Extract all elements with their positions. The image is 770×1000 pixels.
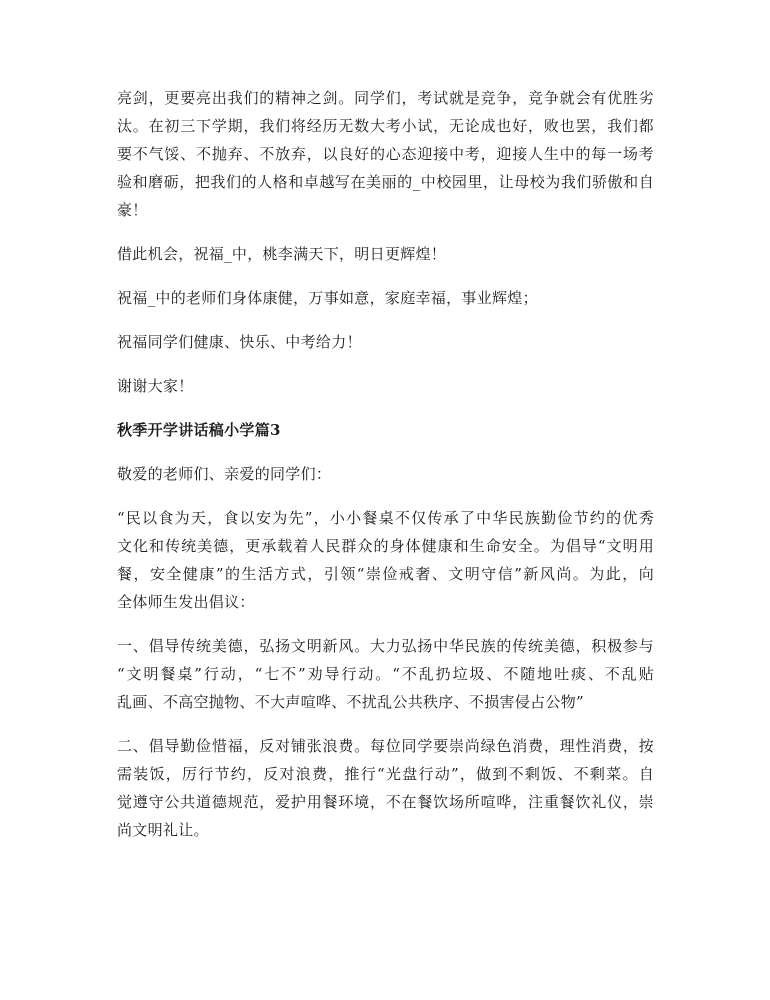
text-line: 需装饭，厉行节约，反对浪费，推行“光盘行动”，做到不剩饭、不剩菜。自	[117, 765, 654, 783]
text-line: 觉遵守公共道德规范，爱护用餐环境，不在餐饮场所喧哗，注重餐饮礼仪，崇	[117, 793, 654, 811]
text-line: 亮剑，更要亮出我们的精神之剑。同学们，考试就是竞争，竞争就会有优胜劣	[117, 89, 654, 107]
thanks-paragraph	[117, 372, 654, 400]
salutation-paragraph	[117, 460, 654, 488]
text-line: 要不气馁、不抛弃、不放弃，以良好的心态迎接中考，迎接人生中的每一场考	[117, 145, 654, 163]
text-line: 一、倡导传统美德，弘扬文明新风。大力弘扬中华民族的传统美德，积极参与	[117, 637, 654, 655]
text-line: 全体师生发出倡议：	[117, 593, 255, 611]
wish-students-paragraph	[117, 328, 654, 356]
text-line: 祝福同学们健康、快乐、中考给力！	[117, 333, 362, 351]
wish-teachers-paragraph	[117, 284, 654, 312]
proposal-item-2-paragraph	[117, 732, 654, 844]
proposal-item-1-paragraph	[117, 632, 654, 716]
text-line: 餐，安全健康”的生活方式，引领“崇俭戒奢、文明守信”新风尚。为此，向	[117, 565, 654, 583]
speech-continuation-paragraph	[117, 84, 654, 224]
section-heading	[117, 416, 654, 444]
text-line: “文明餐桌”行动，“七不”劝导行动。“不乱扔垃圾、不随地吐痰、不乱贴	[117, 665, 654, 683]
text-line: 借此机会，祝福_中，桃李满天下，明日更辉煌！	[117, 245, 447, 263]
text-line: 验和磨砺，把我们的人格和卓越写在美丽的_中校园里，让母校为我们骄傲和自	[117, 173, 654, 191]
text-line: 汰。在初三下学期，我们将经历无数大考小试，无论成也好，败也罢，我们都	[117, 117, 654, 135]
text-line: 祝福_中的老师们身体康健，万事如意，家庭幸福，事业辉煌；	[117, 289, 538, 307]
proposal-intro-paragraph	[117, 504, 654, 616]
text-line: 尚文明礼让。	[117, 821, 209, 839]
text-line: 敬爱的老师们、亲爱的同学们：	[117, 465, 332, 483]
text-line: 二、倡导勤俭惜福，反对铺张浪费。每位同学要崇尚绿色消费，理性消费，按	[117, 737, 654, 755]
wish-school-paragraph	[117, 240, 654, 268]
document-page	[117, 84, 654, 860]
section-heading-text: 秋季开学讲话稿小学篇3	[117, 421, 281, 439]
text-line: “民以食为天，食以安为先”，小小餐桌不仅传承了中华民族勤俭节约的优秀	[117, 509, 654, 527]
text-line: 乱画、不高空抛物、不大声喧哗、不扰乱公共秩序、不损害侵占公物”	[117, 693, 584, 711]
text-line: 谢谢大家！	[117, 377, 194, 395]
text-line: 豪！	[117, 201, 148, 219]
text-line: 文化和传统美德，更承载着人民群众的身体健康和生命安全。为倡导“文明用	[117, 537, 654, 555]
